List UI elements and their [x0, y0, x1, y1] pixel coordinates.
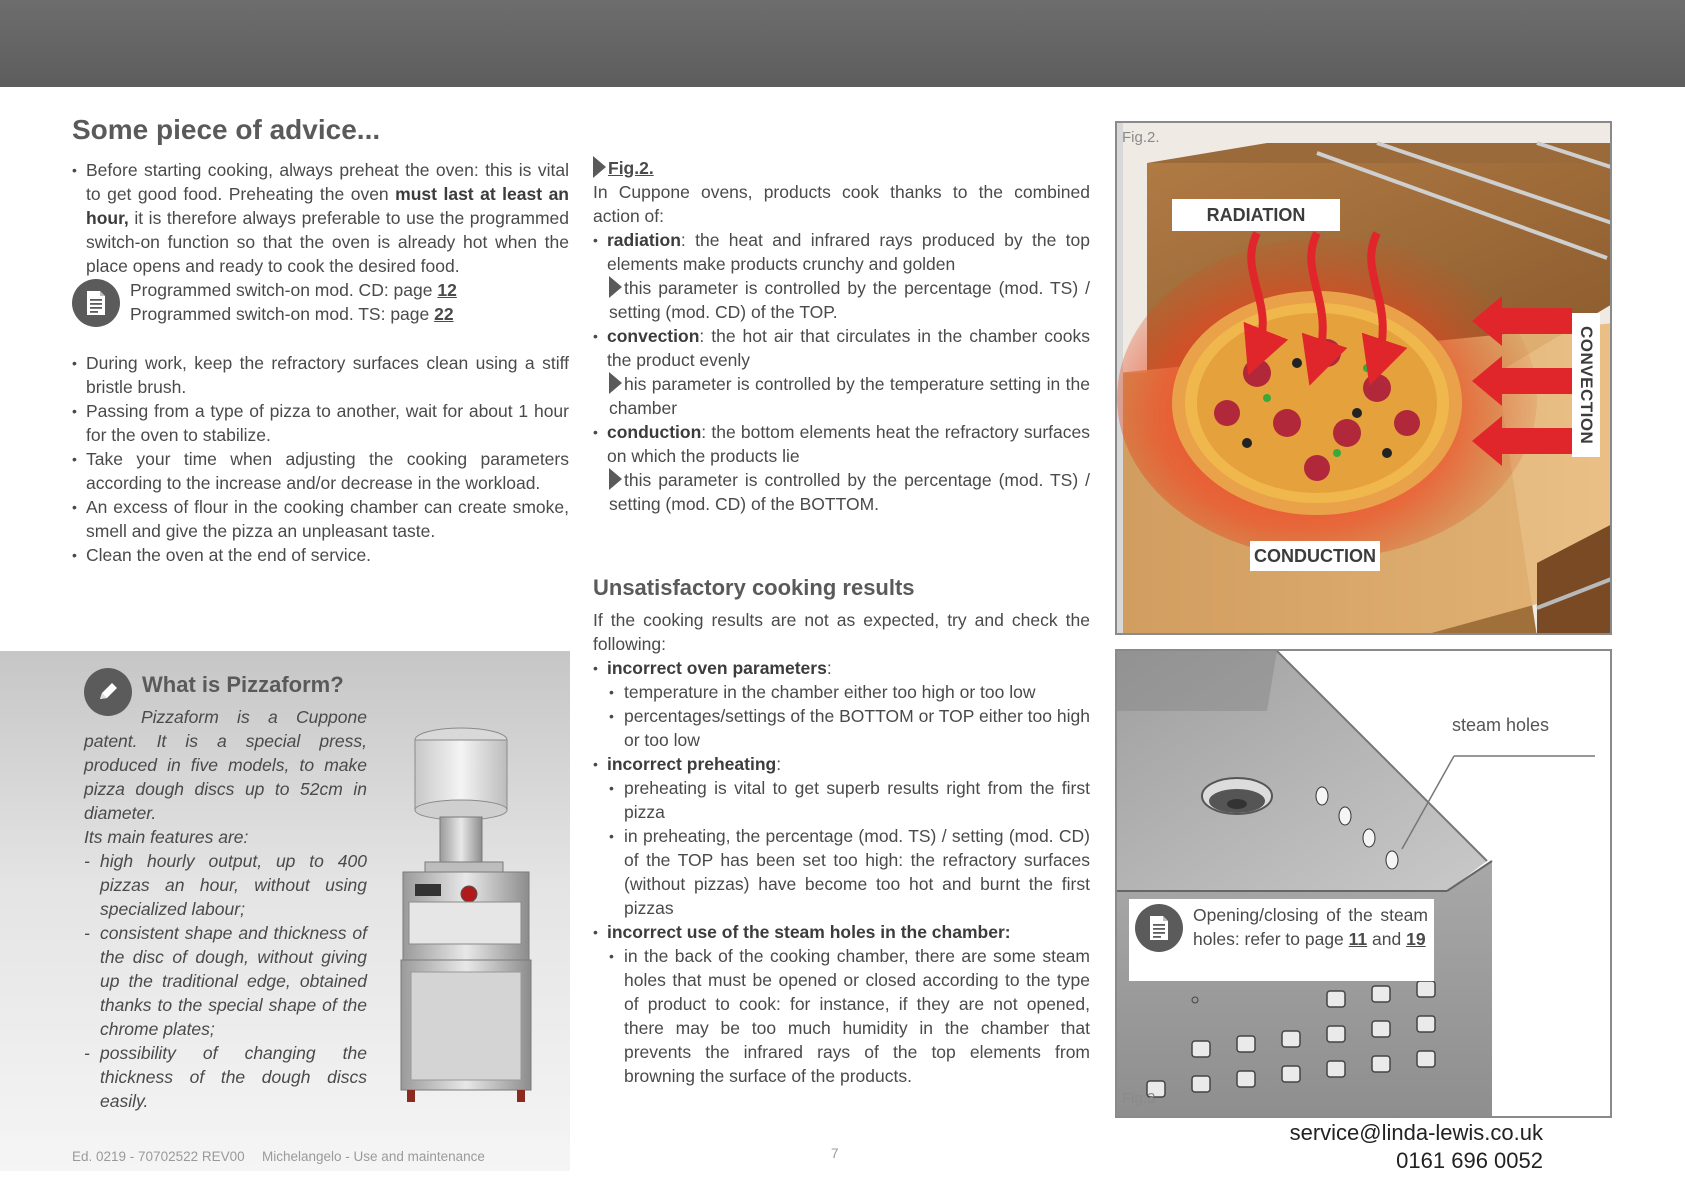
pizzaform-text	[84, 705, 367, 1113]
problem-item	[593, 752, 1090, 776]
cooking-column	[593, 156, 1090, 516]
pizzaform-machine-image	[395, 722, 545, 1112]
triangle-icon	[609, 276, 622, 298]
problem-detail: • temperature in the chamber either too high or too low	[593, 680, 1090, 704]
problem-detail: • percentages/settings of the BOTTOM or TOP either too high or too low	[593, 704, 1090, 752]
note-text: and	[1367, 929, 1407, 949]
problem-label: incorrect oven parameters	[607, 658, 827, 678]
contact-email[interactable]: service@linda-lewis.co.uk	[1289, 1120, 1543, 1145]
advice-item: • Clean the oven at the end of service.	[72, 543, 569, 567]
problem-item	[593, 656, 1090, 680]
unsatisfactory-section	[593, 576, 1090, 1088]
advice-column	[72, 158, 569, 567]
advice-text: it is therefore always preferable to use the programmed switch-on function so that the oven is already hot when the place opens and ready to cook the desired food.	[86, 208, 569, 276]
triangle-icon	[609, 372, 622, 394]
advice-bold: must last at least an hour,	[86, 184, 569, 228]
cooking-intro: In Cuppone ovens, products cook thanks to the combined action of:	[593, 182, 1090, 226]
radiation-label: radiation	[607, 230, 681, 250]
triangle-icon	[609, 468, 622, 490]
conduction-text: : the bottom elements heat the refractory surfaces on which the products lie	[607, 422, 1090, 466]
problem-detail: • in preheating, the percentage (mod. TS) / setting (mod. CD) of the TOP has been set too high: the refractory surfaces (without pizzas) have become too hot and burnt the first pizzas	[593, 824, 1090, 920]
conduction-item	[593, 420, 1090, 468]
conduction-note	[593, 468, 1090, 516]
pizzaform-feature: - possibility of changing the thickness of the dough discs easily.	[84, 1041, 367, 1113]
steam-holes-label: steam holes	[1452, 715, 1550, 735]
pizzaform-feature: - consistent shape and thickness of the disc of dough, without giving up the traditional edge, obtained thanks to the special shape of the chrome plates;	[84, 921, 367, 1041]
note-text: this parameter is controlled by the percentage (mod. TS) / setting (mod. CD) of the BOTTOM.	[609, 470, 1090, 514]
convection-text: : the hot air that circulates in the chamber cooks the product evenly	[607, 326, 1090, 370]
fig3-diagram	[1115, 649, 1612, 1118]
page-12-link[interactable]: 12	[437, 280, 457, 300]
conduction-label: conduction	[607, 422, 702, 442]
problem-label: incorrect preheating	[607, 754, 777, 774]
switch-on-note	[72, 278, 569, 327]
fig2-label: Fig.2.	[1122, 129, 1160, 146]
convection-label: convection	[607, 326, 700, 346]
pizzaform-features-heading: Its main features are:	[84, 827, 249, 847]
radiation-text: : the heat and infrared rays produced by the top elements make products crunchy and golden	[607, 230, 1090, 274]
problem-detail: • preheating is vital to get superb results right from the first pizza	[593, 776, 1090, 824]
note-text: this parameter is controlled by the percentage (mod. TS) / setting (mod. CD) of the TOP.	[609, 278, 1090, 322]
footer-edition: Ed. 0219 - 70702522 REV00	[72, 1149, 245, 1164]
colon: :	[826, 658, 832, 678]
unsatisfactory-intro: If the cooking results are not as expected, try and check the following:	[593, 610, 1090, 654]
steam-holes-note	[1129, 899, 1434, 981]
page-11-link[interactable]: 11	[1348, 929, 1368, 949]
advice-item	[72, 158, 569, 278]
page-19-link[interactable]: 19	[1406, 929, 1426, 949]
convection-tag	[1572, 313, 1600, 457]
pizzaform-intro: Pizzaform is a Cuppone patent. It is a special press, produced in five models, to make pizza dough discs up to 52cm in diameter.	[84, 707, 367, 823]
fig2-diagram	[1115, 121, 1612, 635]
advice-item: • Passing from a type of pizza to another, wait for about 1 hour for the oven to stabilize.	[72, 399, 569, 447]
advice-item: • During work, keep the refractory surfaces clean using a stiff bristle brush.	[72, 351, 569, 399]
note-text: Opening/closing of the steam holes: refer to page	[1193, 905, 1428, 949]
document-icon	[72, 279, 120, 327]
contact-phone[interactable]: 0161 696 0052	[1396, 1148, 1543, 1173]
radiation-note	[593, 276, 1090, 324]
convection-tag-text: CONVECTION	[1577, 325, 1596, 445]
problem-item	[593, 920, 1090, 944]
advice-item: • An excess of flour in the cooking chamber can create smoke, smell and give the pizza an unpleasant taste.	[72, 495, 569, 543]
problem-label: incorrect use of the steam holes in the chamber:	[607, 922, 1011, 942]
top-header-bar	[0, 0, 1685, 87]
pizzaform-feature: - high hourly output, up to 400 pizzas an hour, without using specialized labour;	[84, 849, 367, 921]
conduction-tag: CONDUCTION	[1250, 541, 1380, 571]
advice-item: • Take your time when adjusting the cooking parameters according to the increase and/or decrease in the workload.	[72, 447, 569, 495]
unsatisfactory-title: Unsatisfactory cooking results	[593, 575, 915, 600]
page-22-link[interactable]: 22	[434, 304, 454, 324]
page-title: Some piece of advice...	[72, 114, 381, 145]
fig3-label: Fig.3	[1122, 1090, 1156, 1107]
note-text: Programmed switch-on mod. CD: page	[130, 280, 438, 300]
advice-text: Before starting cooking, always preheat the oven: this is vital to get good food. Preheating the oven	[86, 160, 569, 204]
page-number: 7	[831, 1146, 839, 1161]
colon: :	[776, 754, 782, 774]
footer-manual-title: Michelangelo - Use and maintenance	[262, 1149, 485, 1164]
convection-item	[593, 324, 1090, 372]
pizzaform-title: What is Pizzaform?	[142, 672, 344, 697]
radiation-tag: RADIATION	[1172, 199, 1340, 231]
note-text: his parameter is controlled by the temperature setting in the chamber	[609, 374, 1090, 418]
triangle-icon	[593, 156, 606, 178]
fig2-link[interactable]: Fig.2.	[608, 158, 654, 178]
document-icon	[1135, 904, 1183, 952]
convection-note	[593, 372, 1090, 420]
problem-detail: • in the back of the cooking chamber, there are some steam holes that must be opened or closed according to the type of product to cook: for instance, if they are not opened, there may be too much humidity in the chamber that prevents the infrared rays of the top elements from browning the surface of the products.	[593, 944, 1090, 1088]
radiation-item	[593, 228, 1090, 276]
note-text: Programmed switch-on mod. TS: page	[130, 304, 435, 324]
